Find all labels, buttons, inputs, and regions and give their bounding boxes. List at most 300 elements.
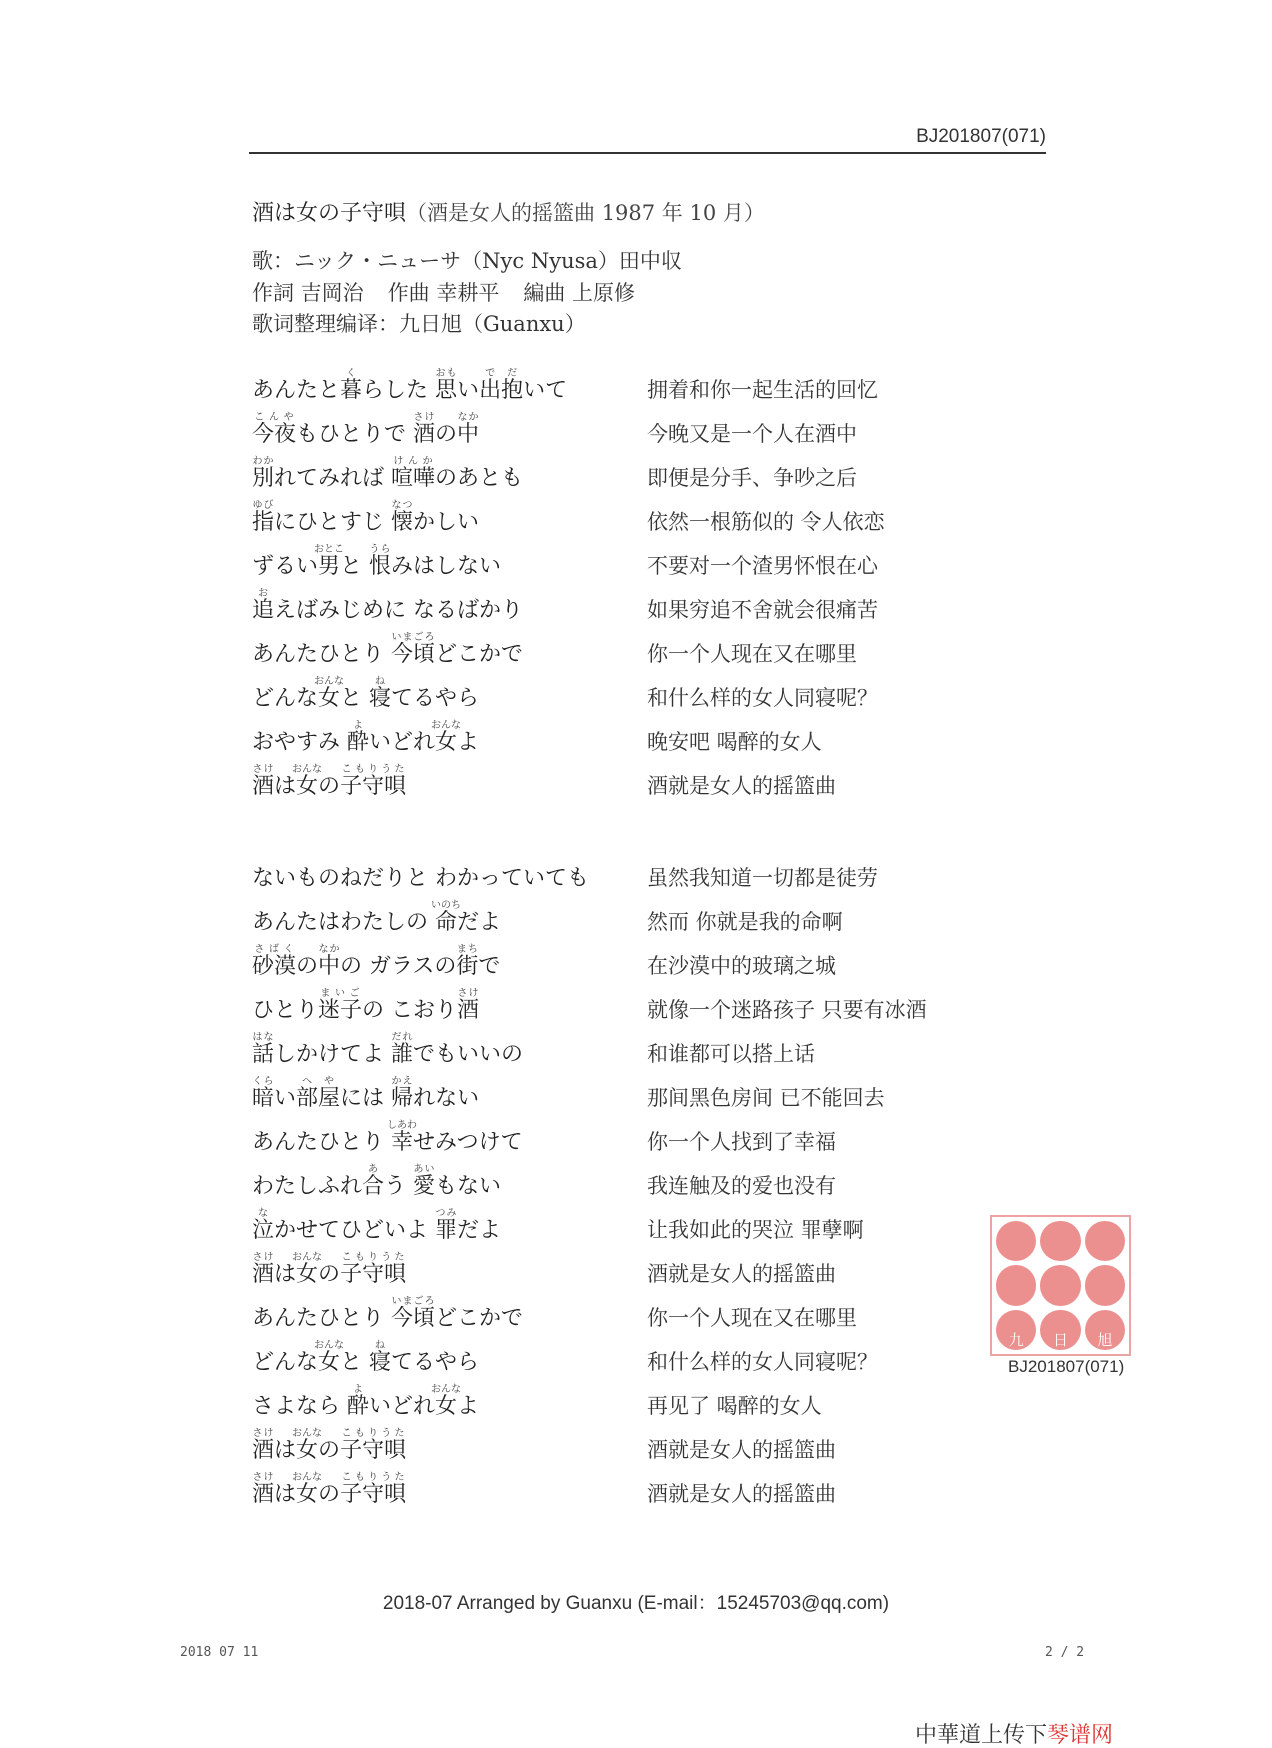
lyric-ruby (387, 1120, 418, 1155)
ruby-base: 恨 (369, 554, 392, 579)
lyric-ruby (435, 368, 458, 403)
ruby-base: 子守唄 (340, 774, 407, 799)
ruby-reading: おんな (431, 720, 462, 731)
ruby-reading: おも (435, 368, 458, 379)
lyric-cn: 我连触及的爱也没有 (647, 1174, 836, 1198)
lyric-ruby (252, 588, 275, 623)
watermark-strip (915, 1723, 1195, 1748)
lyric-row (252, 542, 1012, 586)
lyric-row (252, 630, 1012, 674)
lyric-text: のあとも (435, 466, 524, 491)
lyric-jp (252, 764, 406, 800)
lyric-ruby (347, 720, 370, 755)
ruby-base: 部屋 (296, 1086, 341, 1111)
lyric-ruby (314, 676, 345, 711)
lyric-jp (252, 676, 479, 712)
credit-singer: 歌：ニック・ニューサ（Nyc Nyusa）田中収 (252, 249, 682, 273)
ruby-base: 酒 (457, 998, 480, 1023)
lyric-ruby (340, 1428, 407, 1463)
lyric-row (252, 986, 1012, 1030)
ruby-reading: こもりうた (340, 1428, 407, 1439)
lyric-text: の (318, 1438, 341, 1463)
lyric-text: は (274, 1262, 297, 1287)
lyric-jp (252, 1428, 406, 1464)
lyric-ruby (292, 764, 323, 799)
lyric-text: でもいいの (413, 1042, 524, 1067)
lyric-text: ないものねだりと わかっていても (252, 866, 589, 891)
lyric-text: と (340, 554, 370, 579)
seal-dot (1040, 1221, 1080, 1261)
lyric-text: おやすみ (252, 730, 347, 755)
ruby-base: 別 (252, 466, 275, 491)
lyric-cn: 再见了 喝醉的女人 (647, 1394, 822, 1418)
lyric-text: どんな (252, 1350, 319, 1375)
ruby-base: 砂漠 (252, 954, 297, 979)
ruby-reading: だ (501, 368, 524, 379)
ruby-reading: なか (318, 944, 341, 955)
lyric-ruby (252, 412, 297, 447)
lyric-row (252, 1250, 1012, 1294)
lyric-ruby (314, 544, 345, 579)
lyric-text: は (274, 1438, 297, 1463)
ruby-reading: ね (369, 1340, 392, 1351)
lyric-ruby (391, 632, 436, 667)
ruby-reading: はな (252, 1032, 275, 1043)
lyric-ruby (318, 944, 341, 979)
lyric-ruby (252, 1208, 275, 1243)
lyric-ruby (347, 1384, 370, 1419)
lyric-ruby (391, 500, 414, 535)
ruby-base: 誰 (391, 1042, 414, 1067)
lyric-cn: 你一个人现在又在哪里 (647, 642, 857, 666)
ruby-reading: おんな (292, 1472, 323, 1483)
seal-dot (996, 1221, 1036, 1261)
ruby-reading: さけ (252, 1472, 275, 1483)
lyric-row (252, 1382, 1012, 1426)
ruby-reading: ゆび (252, 500, 275, 511)
lyric-row (252, 1426, 1012, 1470)
ruby-base: 酒 (252, 774, 275, 799)
ruby-reading: さばく (252, 944, 296, 955)
ruby-base: 女 (292, 774, 323, 799)
seal-dot (996, 1265, 1036, 1305)
lyric-text: あんたひとり (252, 642, 391, 667)
lyric-row (252, 1294, 1012, 1338)
lyric-row (252, 1118, 1012, 1162)
ruby-base: 幸 (387, 1130, 417, 1155)
song-title (252, 196, 765, 227)
ruby-reading: かえ (391, 1076, 414, 1087)
lyric-text: いて (523, 378, 568, 403)
credit-lyricist: 作詞 吉岡治 (252, 281, 364, 305)
lyric-cn: 如果穷追不舍就会很痛苦 (647, 598, 878, 622)
ruby-reading: で (479, 368, 502, 379)
header-code: BJ201807(071) (916, 126, 1046, 147)
lyric-ruby (369, 676, 392, 711)
seal-dot (1085, 1265, 1125, 1305)
verse-2 (252, 854, 1012, 1514)
lyric-row (252, 1074, 1012, 1118)
lyric-text: あんたひとり (252, 1306, 391, 1331)
lyric-text: かせてひどいよ (274, 1218, 436, 1243)
lyric-text: の (318, 1482, 341, 1507)
ruby-reading: あい (413, 1164, 436, 1175)
lyric-cn: 在沙漠中的玻璃之城 (647, 954, 836, 978)
lyric-jp (252, 861, 589, 892)
ruby-base: 酒 (252, 1482, 275, 1507)
lyric-jp (252, 1164, 501, 1200)
ruby-base: 命 (431, 910, 461, 935)
seal-dot (996, 1310, 1036, 1350)
ruby-reading: けんか (391, 456, 436, 467)
lyric-row (252, 942, 1012, 986)
ruby-base: 女 (314, 686, 345, 711)
seal-dot (1085, 1310, 1125, 1350)
ruby-reading: さけ (413, 412, 436, 423)
lyric-cn: 晚安吧 喝醉的女人 (647, 730, 822, 754)
credit-composer: 作曲 幸耕平 (387, 281, 500, 305)
lyric-cn: 你一个人找到了幸福 (647, 1130, 836, 1154)
lyric-text: の (318, 1262, 341, 1287)
ruby-base: 女 (431, 730, 462, 755)
watermark-dark: 中華道上传下 (915, 1723, 1048, 1748)
watermark-red: 琴谱网 (1047, 1723, 1114, 1748)
ruby-base: 女 (292, 1262, 323, 1287)
lyric-ruby (252, 764, 275, 799)
lyric-text: ひとり (252, 998, 319, 1023)
lyric-jp (252, 544, 501, 580)
lyric-text: あんたひとり (252, 1130, 391, 1155)
lyric-row (252, 674, 1012, 718)
lyric-cn: 酒就是女人的摇篮曲 (647, 774, 836, 798)
ruby-reading: あ (362, 1164, 385, 1175)
lyric-cn: 酒就是女人的摇篮曲 (647, 1262, 836, 1286)
lyric-jp (252, 900, 501, 936)
ruby-reading: な (252, 1208, 274, 1219)
ruby-reading: なつ (391, 500, 414, 511)
lyric-text: みはしない (391, 554, 502, 579)
lyric-row (252, 410, 1012, 454)
ruby-reading: こもりうた (340, 1252, 407, 1263)
lyric-cn: 然而 你就是我的命啊 (647, 910, 843, 934)
ruby-base: 罪 (435, 1218, 458, 1243)
lyric-text: は (274, 774, 297, 799)
lyric-ruby (391, 1296, 436, 1331)
ruby-base: 寝 (369, 686, 392, 711)
lyric-row (252, 1338, 1012, 1382)
ruby-reading: さけ (252, 1428, 275, 1439)
ruby-reading: こんや (252, 412, 296, 423)
lyric-text: う (384, 1174, 414, 1199)
lyric-jp (252, 412, 479, 448)
ruby-base: 暮 (340, 378, 363, 403)
lyric-row (252, 1470, 1012, 1514)
lyric-text: の (296, 954, 319, 979)
lyric-ruby (292, 1472, 323, 1507)
lyric-ruby (501, 368, 524, 403)
ruby-reading: なか (457, 412, 480, 423)
lyric-text: あんたはわたしの (252, 910, 435, 935)
ruby-base: 追 (252, 598, 275, 623)
lyric-ruby (369, 1340, 392, 1375)
lyric-jp (252, 1296, 523, 1332)
lyric-cn: 和什么样的女人同寝呢？ (647, 686, 878, 710)
ruby-base: 酔 (347, 1394, 370, 1419)
ruby-reading: まいご (318, 988, 363, 999)
lyric-ruby (252, 1076, 275, 1111)
seal-code: BJ201807(071) (1008, 1357, 1125, 1376)
credit-arranger: 編曲 上原修 (523, 281, 636, 305)
lyric-row (252, 718, 1012, 762)
lyric-ruby (340, 1472, 407, 1507)
lyric-ruby (252, 500, 275, 535)
ruby-base: 抱 (501, 378, 524, 403)
ruby-base: 指 (252, 510, 275, 535)
lyric-ruby (252, 1252, 275, 1287)
ruby-base: 酒 (413, 422, 436, 447)
lyric-row (252, 1030, 1012, 1074)
lyric-text: どんな (252, 686, 319, 711)
ruby-base: 懐 (391, 510, 414, 535)
lyric-text: どこかで (435, 1306, 524, 1331)
lyric-text: てるやら (391, 1350, 480, 1375)
ruby-reading: ね (369, 676, 392, 687)
ruby-reading: わか (252, 456, 275, 467)
ruby-reading: おんな (431, 1384, 462, 1395)
ruby-base: 街 (456, 954, 479, 979)
lyric-text: だよ (457, 1218, 502, 1243)
lyric-jp (252, 1252, 406, 1288)
lyric-text: せみつけて (413, 1130, 523, 1155)
ruby-reading: いまごろ (391, 1296, 436, 1307)
ruby-base: 喧嘩 (391, 466, 436, 491)
ruby-reading: こもりうた (340, 764, 407, 775)
lyric-row (252, 454, 1012, 498)
lyric-text: で (478, 954, 501, 979)
credit-writers (252, 277, 635, 307)
lyric-text: しかけてよ (274, 1042, 392, 1067)
lyric-cn: 你一个人现在又在哪里 (647, 1306, 857, 1330)
ruby-reading: いのち (431, 900, 462, 911)
ruby-reading: しあわ (387, 1120, 418, 1131)
lyric-text: の ガラスの (340, 954, 457, 979)
lyric-jp (252, 944, 500, 980)
lyric-text: の (435, 422, 458, 447)
lyric-text: らした (362, 378, 436, 403)
ruby-base: 思 (435, 378, 458, 403)
lyric-jp (252, 632, 523, 668)
ruby-reading: まち (456, 944, 479, 955)
ruby-reading: よ (347, 1384, 369, 1395)
lyric-ruby (340, 1252, 407, 1287)
ruby-base: 女 (314, 1350, 345, 1375)
ruby-base: 男 (314, 554, 345, 579)
ruby-reading: くら (252, 1076, 275, 1087)
ruby-reading: いまごろ (391, 632, 436, 643)
page-number: 2 / 2 (1045, 1645, 1085, 1660)
lyric-row (252, 586, 1012, 630)
lyric-ruby (252, 944, 297, 979)
lyric-cn: 和什么样的女人同寝呢？ (647, 1350, 878, 1374)
credit-translator: 歌词整理编译：九日旭（Guanxu） (252, 312, 586, 336)
lyric-cn: 酒就是女人的摇篮曲 (647, 1482, 836, 1506)
lyric-text: と (340, 686, 370, 711)
lyric-ruby (369, 544, 392, 579)
lyric-ruby (340, 368, 363, 403)
lyric-ruby (435, 1208, 458, 1243)
lyric-text: ずるい (252, 554, 319, 579)
ruby-base: 子守唄 (340, 1482, 407, 1507)
seal-dot (1040, 1265, 1080, 1305)
lyric-jp (252, 1120, 523, 1156)
ruby-reading: お (252, 588, 274, 599)
lyric-ruby (413, 1164, 436, 1199)
ruby-reading: おんな (314, 676, 345, 687)
lyric-text: よ (457, 1394, 480, 1419)
lyric-row (252, 1206, 1012, 1250)
ruby-reading: こもりうた (340, 1472, 407, 1483)
ruby-base: 今頃 (391, 1306, 436, 1331)
ruby-reading: つみ (435, 1208, 458, 1219)
lyric-text: い (457, 378, 480, 403)
lyric-text: れない (413, 1086, 480, 1111)
lyric-ruby (292, 1252, 323, 1287)
lyric-text: の (318, 774, 341, 799)
song-title-sub: （酒是女人的摇篮曲 1987 年 10 月） (406, 201, 765, 225)
ruby-reading: おんな (292, 764, 323, 775)
lyric-text: いどれ (369, 730, 436, 755)
lyric-row (252, 854, 1012, 898)
lyric-cn: 就像一个迷路孩子 只要有冰酒 (647, 998, 927, 1022)
verse-1 (252, 366, 1012, 806)
ruby-reading: おんな (314, 1340, 345, 1351)
lyric-cn: 不要对一个渣男怀恨在心 (647, 554, 878, 578)
lyric-cn: 依然一根筋似的 令人依恋 (647, 510, 885, 534)
ruby-base: 迷子 (318, 998, 363, 1023)
ruby-reading: おんな (292, 1428, 323, 1439)
lyric-ruby (318, 988, 363, 1023)
ruby-base: 子守唄 (340, 1438, 407, 1463)
ruby-reading: へや (296, 1076, 341, 1087)
lyric-ruby (296, 1076, 341, 1111)
seal-char: 旭 (1097, 1330, 1113, 1349)
lyric-jp (252, 988, 479, 1024)
ruby-reading: おとこ (314, 544, 345, 555)
lyric-ruby (292, 1428, 323, 1463)
lyric-jp (252, 588, 523, 624)
ruby-base: 泣 (252, 1218, 275, 1243)
seal-dot (1040, 1310, 1080, 1350)
ruby-base: 寝 (369, 1350, 392, 1375)
lyric-jp (252, 1472, 406, 1508)
ruby-base: 暗 (252, 1086, 275, 1111)
seal-dot (1085, 1221, 1125, 1261)
lyric-cn: 那间黑色房间 已不能回去 (647, 1086, 885, 1110)
lyric-row (252, 366, 1012, 410)
lyric-ruby (391, 1032, 414, 1067)
ruby-base: 愛 (413, 1174, 436, 1199)
lyric-text: には (340, 1086, 392, 1111)
ruby-base: 酔 (347, 730, 370, 755)
lyric-ruby (391, 1076, 414, 1111)
ruby-base: 女 (292, 1438, 323, 1463)
lyric-jp (252, 1384, 479, 1420)
lyric-jp (252, 720, 479, 756)
lyric-text: わたしふれ (252, 1174, 363, 1199)
song-title-jp: 酒は女の子守唄 (252, 201, 407, 226)
footer-credit: 2018-07 Arranged by Guanxu (E-mail：15245703@qq.com) (382, 1593, 890, 1614)
lyric-ruby (252, 456, 275, 491)
lyric-ruby (362, 1164, 385, 1199)
print-date: 2018 07 11 (180, 1645, 259, 1660)
lyric-text: えばみじめに なるばかり (274, 598, 524, 623)
ruby-reading: く (340, 368, 363, 379)
lyric-text: さよなら (252, 1394, 347, 1419)
lyric-row (252, 498, 1012, 542)
lyric-cn: 和谁都可以搭上话 (647, 1042, 815, 1066)
ruby-reading: おんな (292, 1252, 323, 1263)
lyric-text: てるやら (391, 686, 480, 711)
lyric-text: あんたと (252, 378, 341, 403)
lyric-text: の こおり (362, 998, 458, 1023)
lyric-ruby (431, 720, 462, 755)
lyric-text: れてみれば (274, 466, 392, 491)
lyric-text: もない (435, 1174, 502, 1199)
seal-grid (996, 1221, 1125, 1350)
ruby-base: 酒 (252, 1262, 275, 1287)
lyric-ruby (252, 1472, 275, 1507)
ruby-base: 女 (292, 1482, 323, 1507)
ruby-reading: さけ (457, 988, 480, 999)
lyric-cn: 虽然我知道一切都是徒劳 (647, 866, 878, 890)
lyric-ruby (457, 988, 480, 1023)
ruby-base: 帰 (391, 1086, 414, 1111)
lyric-ruby (479, 368, 502, 403)
lyric-row (252, 1162, 1012, 1206)
ruby-reading: よ (347, 720, 369, 731)
lyric-ruby (431, 900, 462, 935)
ruby-reading: さけ (252, 1252, 275, 1263)
lyric-jp (252, 1340, 479, 1376)
lyric-row (252, 898, 1012, 942)
lyric-text: よ (457, 730, 480, 755)
lyric-row (252, 762, 1012, 806)
lyric-text: かしい (413, 510, 480, 535)
lyric-ruby (252, 1428, 275, 1463)
lyric-ruby (456, 944, 479, 979)
lyric-ruby (252, 1032, 275, 1067)
ruby-base: 酒 (252, 1438, 275, 1463)
lyric-text: だよ (457, 910, 502, 935)
lyric-jp (252, 456, 523, 492)
lyric-ruby (314, 1340, 345, 1375)
lyric-text: にひとすじ (274, 510, 392, 535)
lyric-cn: 即便是分手、争吵之后 (647, 466, 857, 490)
lyric-text: いどれ (369, 1394, 436, 1419)
ruby-base: 合 (362, 1174, 385, 1199)
lyric-cn: 拥着和你一起生活的回忆 (647, 378, 878, 402)
ruby-base: 今頃 (391, 642, 436, 667)
lyric-ruby (457, 412, 480, 447)
lyric-text: もひとりで (296, 422, 414, 447)
lyric-text: は (274, 1482, 297, 1507)
lyric-ruby (431, 1384, 462, 1419)
ruby-base: 今夜 (252, 422, 297, 447)
ruby-reading: だれ (391, 1032, 414, 1043)
lyric-ruby (413, 412, 436, 447)
seal-stamp (990, 1215, 1131, 1356)
lyric-jp (252, 500, 479, 536)
